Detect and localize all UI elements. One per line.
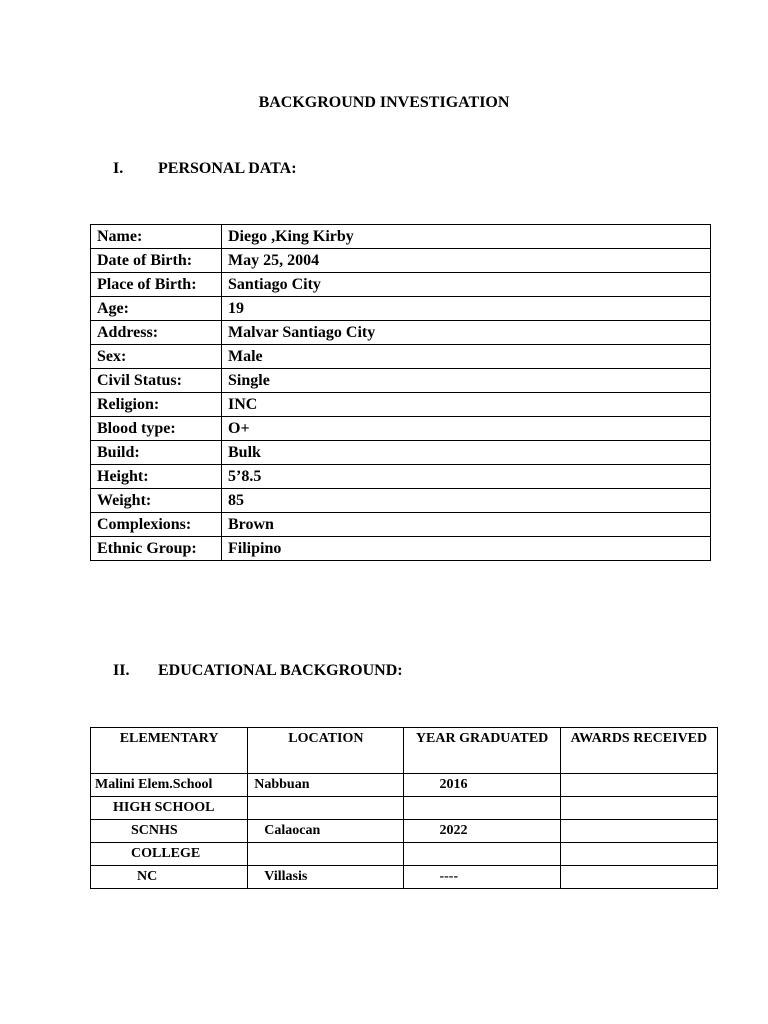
year-cell <box>404 797 560 820</box>
table-row <box>91 513 711 537</box>
field-value: 5’8.5 <box>222 465 711 489</box>
table-header-row <box>91 728 718 774</box>
location-cell: Villasis <box>248 866 404 889</box>
section-title: PERSONAL DATA: <box>158 160 297 177</box>
column-header: LOCATION <box>248 728 404 774</box>
section-heading-educational-background <box>113 662 403 680</box>
field-label: Religion: <box>91 393 222 417</box>
table-row <box>91 321 711 345</box>
field-label: Civil Status: <box>91 369 222 393</box>
field-label: Blood type: <box>91 417 222 441</box>
document-title: BACKGROUND INVESTIGATION <box>258 94 510 111</box>
table-row <box>91 537 711 561</box>
table-row <box>91 774 718 797</box>
field-label: Date of Birth: <box>91 249 222 273</box>
table-row <box>91 225 711 249</box>
year-cell: ---- <box>404 866 560 889</box>
field-value: Single <box>222 369 711 393</box>
field-label: Sex: <box>91 345 222 369</box>
field-value: May 25, 2004 <box>222 249 711 273</box>
section-heading-personal-data <box>113 160 297 178</box>
school-cell: SCNHS <box>91 820 248 843</box>
field-value: Diego ,King Kirby <box>222 225 711 249</box>
field-label: Complexions: <box>91 513 222 537</box>
field-label: Address: <box>91 321 222 345</box>
year-cell <box>404 843 560 866</box>
field-label: Ethnic Group: <box>91 537 222 561</box>
table-row <box>91 843 718 866</box>
awards-cell <box>560 820 717 843</box>
awards-cell <box>560 843 717 866</box>
field-label: Height: <box>91 465 222 489</box>
table-row <box>91 489 711 513</box>
field-label: Build: <box>91 441 222 465</box>
column-header: AWARDS RECEIVED <box>560 728 717 774</box>
table-row <box>91 297 711 321</box>
field-label: Name: <box>91 225 222 249</box>
school-cell: NC <box>91 866 248 889</box>
table-row <box>91 393 711 417</box>
table-row <box>91 797 718 820</box>
field-value: 85 <box>222 489 711 513</box>
field-value: Filipino <box>222 537 711 561</box>
section-number: II. <box>113 662 130 679</box>
table-row <box>91 820 718 843</box>
year-cell: 2016 <box>404 774 560 797</box>
column-header: ELEMENTARY <box>91 728 248 774</box>
awards-cell <box>560 797 717 820</box>
school-cell: Malini Elem.School <box>91 774 248 797</box>
table-row <box>91 417 711 441</box>
field-value: INC <box>222 393 711 417</box>
location-cell <box>248 843 404 866</box>
personal-data-table <box>90 224 711 561</box>
table-row <box>91 273 711 297</box>
field-value: Male <box>222 345 711 369</box>
field-value: Santiago City <box>222 273 711 297</box>
table-row <box>91 249 711 273</box>
field-label: Age: <box>91 297 222 321</box>
year-cell: 2022 <box>404 820 560 843</box>
field-value: Brown <box>222 513 711 537</box>
field-value: O+ <box>222 417 711 441</box>
section-number: I. <box>113 160 124 177</box>
level-cell: HIGH SCHOOL <box>91 797 248 820</box>
location-cell <box>248 797 404 820</box>
location-cell: Nabbuan <box>248 774 404 797</box>
table-row <box>91 866 718 889</box>
section-title: EDUCATIONAL BACKGROUND: <box>158 662 403 679</box>
awards-cell <box>560 866 717 889</box>
field-value: Bulk <box>222 441 711 465</box>
level-cell: COLLEGE <box>91 843 248 866</box>
awards-cell <box>560 774 717 797</box>
table-row <box>91 441 711 465</box>
location-cell: Calaocan <box>248 820 404 843</box>
table-row <box>91 465 711 489</box>
field-label: Weight: <box>91 489 222 513</box>
field-value: 19 <box>222 297 711 321</box>
field-label: Place of Birth: <box>91 273 222 297</box>
table-row <box>91 369 711 393</box>
field-value: Malvar Santiago City <box>222 321 711 345</box>
education-table <box>90 727 718 889</box>
table-row <box>91 345 711 369</box>
column-header: YEAR GRADUATED <box>404 728 560 774</box>
